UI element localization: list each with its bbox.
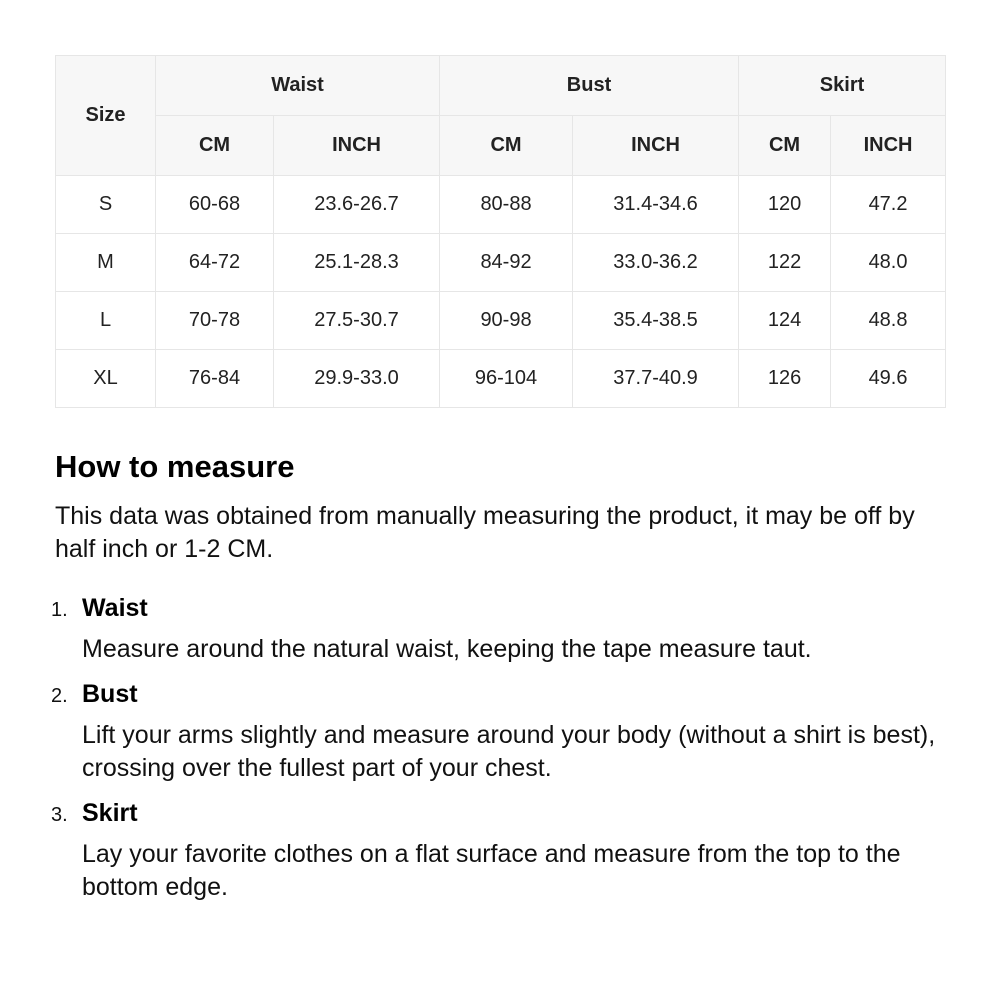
list-item [51,592,955,666]
bust-inch-cell: 35.4-38.5 [573,292,739,350]
size-column-header: Size [56,56,156,176]
bust-cm-cell: 96-104 [440,350,573,408]
skirt-cm-cell: 120 [739,176,831,234]
table-row [56,350,946,408]
waist-inch-cell: 25.1-28.3 [274,234,440,292]
list-item [51,678,955,785]
table-unit-row [56,116,946,176]
step-title: Skirt [82,799,138,827]
skirt-inch-cell: 47.2 [831,176,946,234]
table-row [56,292,946,350]
skirt-inch-cell: 48.8 [831,292,946,350]
step-description: Lay your favorite clothes on a flat surface and measure from the top to the bottom edge. [82,840,901,901]
skirt-cm-header: CM [739,116,831,176]
bust-inch-cell: 31.4-34.6 [573,176,739,234]
skirt-cm-cell: 126 [739,350,831,408]
skirt-cm-cell: 124 [739,292,831,350]
size-cell: S [56,176,156,234]
table-row [56,234,946,292]
size-cell: XL [56,350,156,408]
bust-cm-cell: 84-92 [440,234,573,292]
bust-cm-cell: 80-88 [440,176,573,234]
waist-inch-cell: 23.6-26.7 [274,176,440,234]
waist-group-header: Waist [156,56,440,116]
skirt-group-header: Skirt [739,56,946,116]
step-number: 3. [51,804,68,826]
waist-inch-cell: 29.9-33.0 [274,350,440,408]
section-title: How to measure [55,449,295,484]
size-cell: L [56,292,156,350]
size-chart-table [55,55,946,408]
bust-group-header: Bust [440,56,739,116]
table-header-row [56,56,946,116]
step-number: 2. [51,685,68,707]
step-title: Waist [82,594,148,622]
bust-inch-cell: 37.7-40.9 [573,350,739,408]
skirt-inch-cell: 48.0 [831,234,946,292]
step-title: Bust [82,680,138,708]
waist-cm-cell: 60-68 [156,176,274,234]
waist-cm-cell: 64-72 [156,234,274,292]
how-to-measure-section [51,448,955,916]
skirt-inch-header: INCH [831,116,946,176]
waist-cm-cell: 76-84 [156,350,274,408]
table-row [56,176,946,234]
waist-cm-header: CM [156,116,274,176]
waist-inch-cell: 27.5-30.7 [274,292,440,350]
bust-inch-cell: 33.0-36.2 [573,234,739,292]
list-item [51,797,955,904]
waist-cm-cell: 70-78 [156,292,274,350]
intro-text: This data was obtained from manually measuring the product, it may be off by half inch or 1-2 CM. [55,502,915,563]
bust-cm-header: CM [440,116,573,176]
size-cell: M [56,234,156,292]
step-description: Lift your arms slightly and measure around your body (without a shirt is best), crossing over the fullest part of your chest. [82,721,936,782]
bust-inch-header: INCH [573,116,739,176]
skirt-cm-cell: 122 [739,234,831,292]
skirt-inch-cell: 49.6 [831,350,946,408]
bust-cm-cell: 90-98 [440,292,573,350]
step-description: Measure around the natural waist, keeping the tape measure taut. [82,635,812,663]
measure-steps-list [51,592,955,904]
step-number: 1. [51,599,68,621]
waist-inch-header: INCH [274,116,440,176]
